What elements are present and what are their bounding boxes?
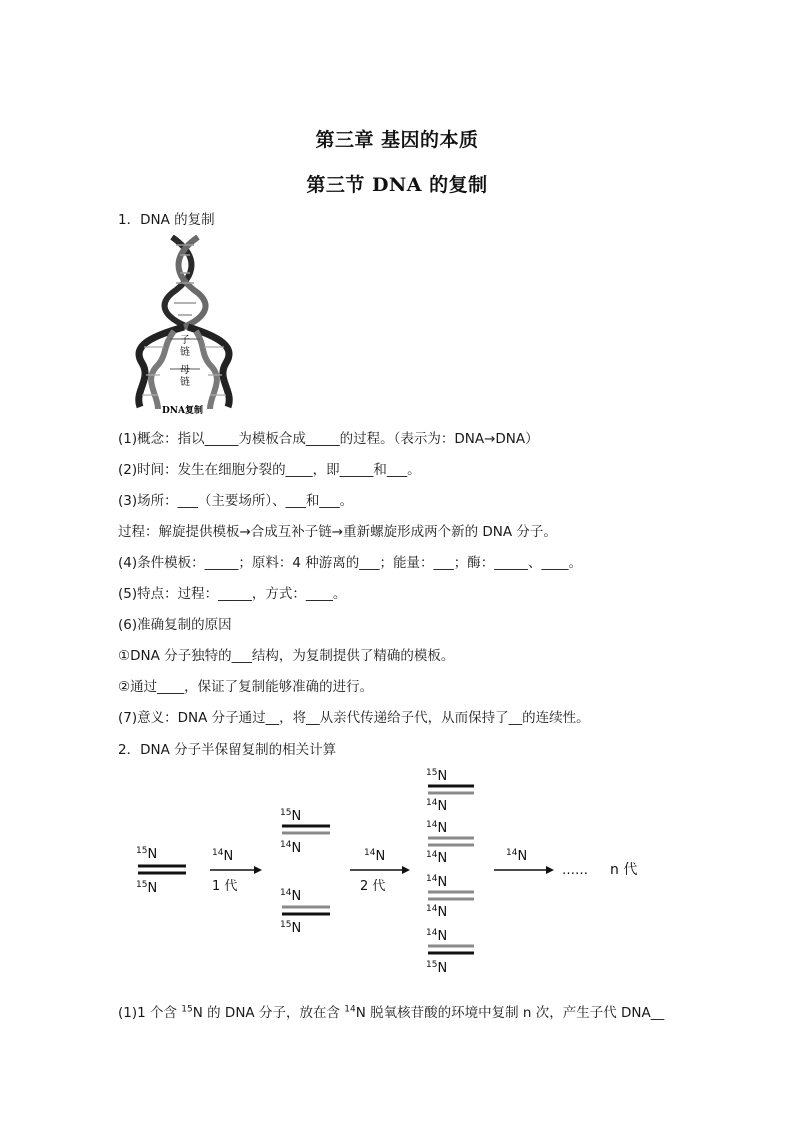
chapter-title: 第三章 基因的本质 [315,129,479,151]
q1-text-b: N 的 DNA 分子，放在含 [192,1005,345,1021]
ellipsis: …… [562,863,588,878]
figure-caption: DNA复制 [162,406,204,415]
arrow2-medium-label: $^{14}$N [364,848,386,864]
arrow1-head [254,866,262,874]
line-time: (2)时间：发生在细胞分裂的____，即_____和___。 [118,462,421,478]
section-heading-2: 2．DNA 分子半保留复制的相关计算 [118,742,337,758]
g0-bottom-label: $^{15}$N [136,880,158,896]
g2a-bottom-label: $^{14}$N [426,798,448,814]
g0-top-label: $^{15}$N [136,846,158,862]
g2d-bottom-label: $^{15}$N [426,960,448,976]
g2d-top-label: $^{14}$N [426,928,448,944]
q1-sup-15: 15 [181,1004,193,1015]
line-place: (3)场所：___（主要场所）、___和___。 [118,493,354,509]
g1b-bottom-label: $^{15}$N [280,920,302,936]
q1-text-a: (1)1 个含 [118,1005,182,1021]
g2c-top-label: $^{14}$N [426,874,448,890]
question-1 [118,1001,664,1021]
g2a-top-label: $^{15}$N [426,768,448,784]
line-features: (5)特点：过程：_____，方式：____。 [118,586,347,602]
arrow1-medium-label: $^{14}$N [212,848,234,864]
arrow2-head [402,866,410,874]
label-lian-2: 链 [180,377,190,388]
left-daughter-strand [151,331,174,409]
g2c-bottom-label: $^{14}$N [426,904,448,920]
label-lian-1: 链 [180,347,190,358]
line-concept: (1)概念：指以_____为模板合成_____的过程。（表示为：DNA→DNA） [118,431,539,447]
semi-conservative-diagram [120,760,680,980]
line-significance: (7)意义：DNA 分子通过__，将__从亲代传递给子代，从而保持了__的连续性。 [118,710,590,726]
g1a-bottom-label: $^{14}$N [280,840,302,856]
line-conditions: (4)条件模板：_____；原料：4 种游离的___；能量：___；酶：_____、____。 [118,555,583,571]
q1-text-c: N 脱氧核苷酸的环境中复制 n 次，产生子代 DNA__ [355,1005,665,1021]
q1-sup-14: 14 [344,1004,356,1015]
section-heading-1: 1．DNA 的复制 [118,212,215,228]
arrow3-medium-label: $^{14}$N [506,848,528,864]
label-zi: 子 [180,335,190,346]
dna-replication-figure [128,235,240,415]
nth-generation-label: n 代 [610,862,638,878]
arrow1-gen-label: 1 代 [212,879,238,894]
g2b-top-label: $^{14}$N [426,820,448,836]
arrow3-head [546,866,554,874]
right-daughter-strand [196,331,217,409]
line-process: 过程：解旋提供模板→合成互补子链→重新螺旋形成两个新的 DNA 分子。 [118,524,557,540]
label-mu: 母 [180,365,190,376]
line-reason-1: ①DNA 分子独特的___结构，为复制提供了精确的模板。 [118,648,455,664]
g1a-top-label: $^{15}$N [280,808,302,824]
line-reason-2: ②通过____，保证了复制能够准确的进行。 [118,679,374,695]
g1b-top-label: $^{14}$N [280,888,302,904]
g2b-bottom-label: $^{14}$N [426,850,448,866]
arrow2-gen-label: 2 代 [360,879,386,894]
parent-strand-b [179,237,206,327]
section-title: 第三节 DNA 的复制 [306,174,488,196]
line-reasons: (6)准确复制的原因 [118,617,232,633]
